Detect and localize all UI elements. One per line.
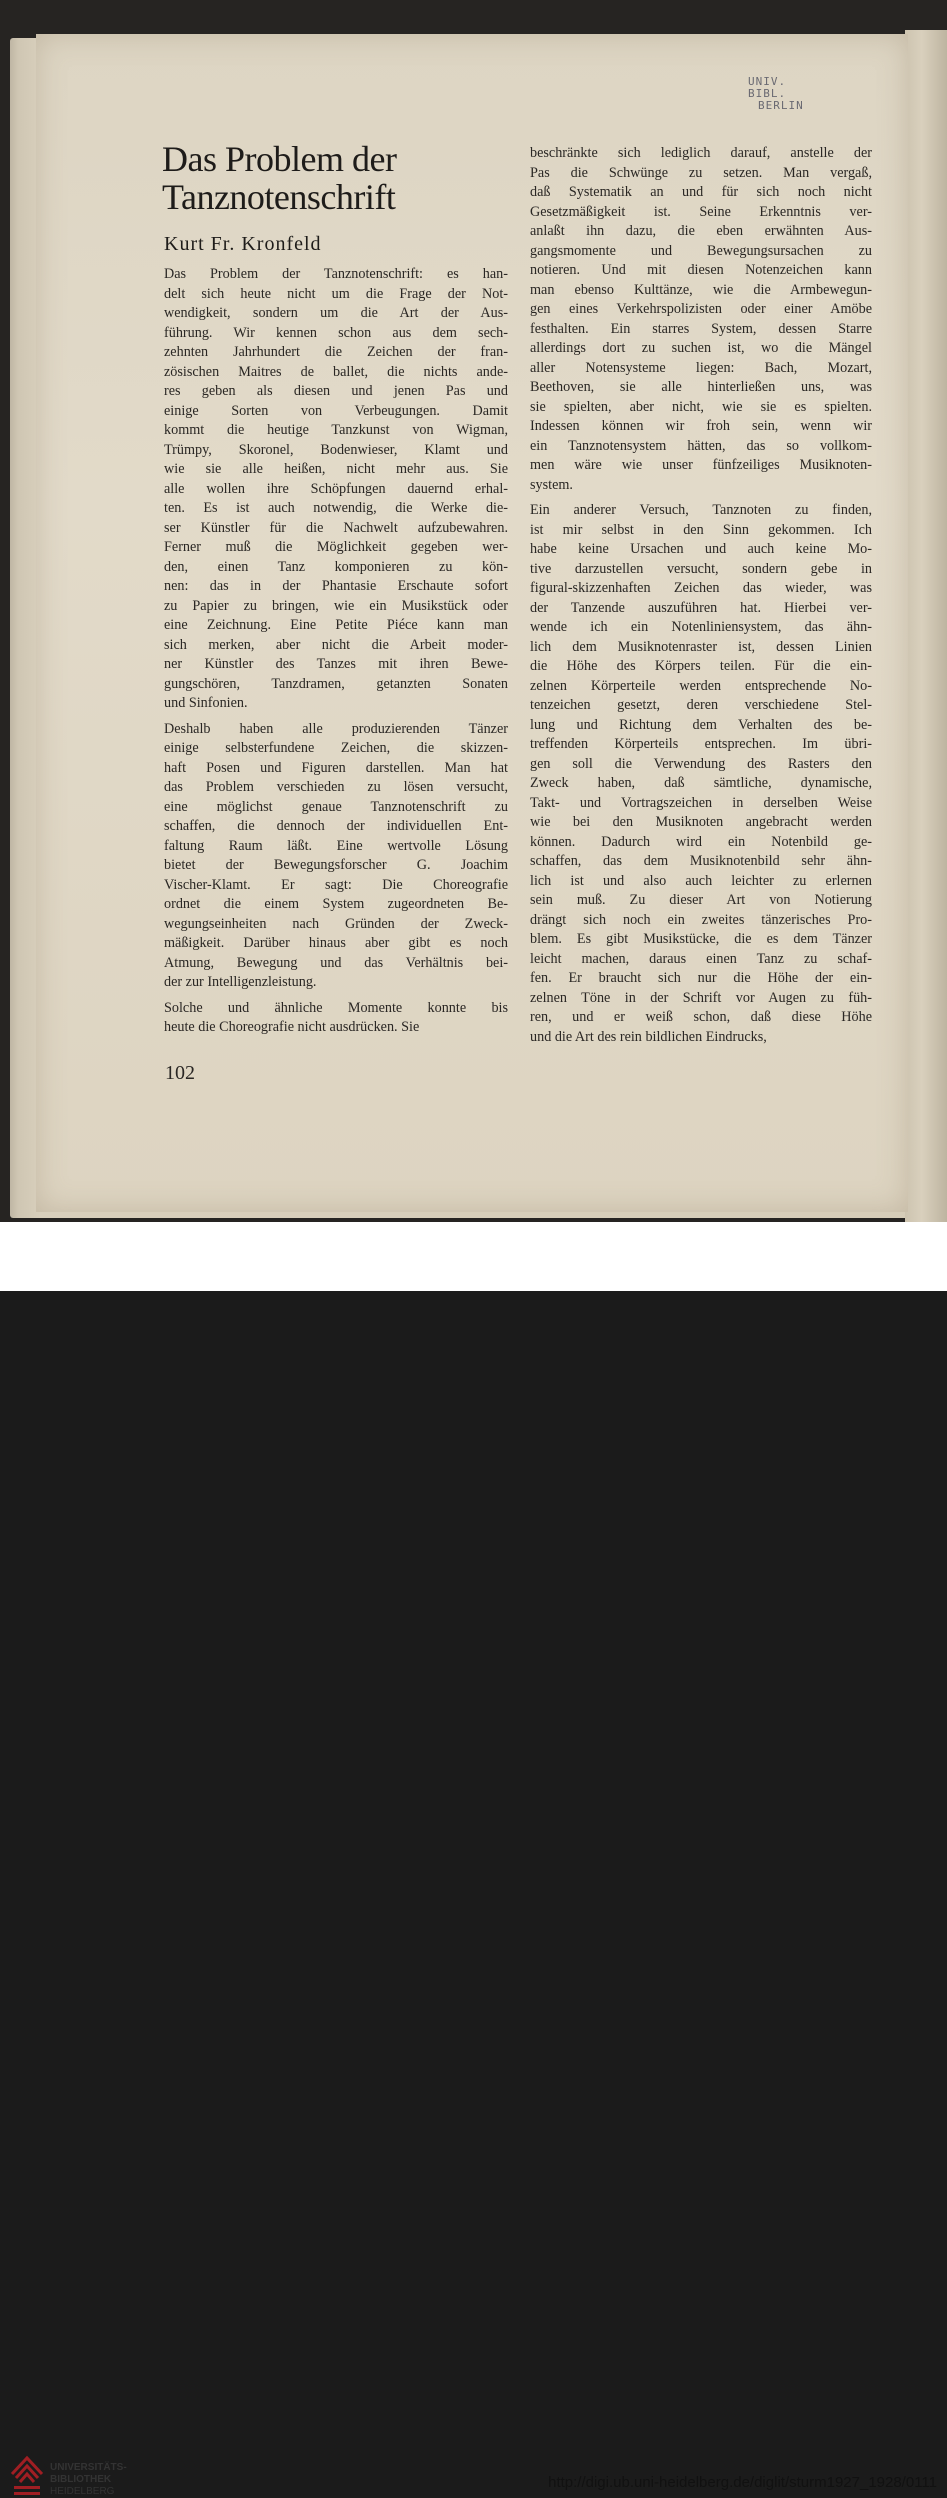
text-line: Beethoven, sie alle hinterließen uns, was xyxy=(530,379,872,395)
text-line: einige selbsterfundene Zeichen, die skizzen- xyxy=(164,740,508,756)
text-line: notieren. Und mit diesen Notenzeichen kann xyxy=(530,262,872,278)
text-line: der Tanzende auszuführen hat. Hierbei ver- xyxy=(530,599,872,616)
text-line: haft Posen und Figuren darstellen. Man hat xyxy=(164,759,508,776)
text-line: eine möglichst genaue Tanznotenschrift zu xyxy=(164,798,508,815)
text-line: tenzeichen gesetzt, deren verschiedene Stel- xyxy=(530,697,872,713)
text-line: wegungseinheiten nach Gründen der Zweck- xyxy=(164,915,508,932)
text-line: figural-skizzenhaften Zeichen das wieder, was xyxy=(530,580,872,596)
article-title xyxy=(162,140,502,216)
text-line: gen eines Verkehrspolizisten oder einer Amöbe xyxy=(530,301,872,317)
text-line: nen: das in der Phantasie Erschaute sofort xyxy=(164,578,508,594)
text-line: den, einen Tanz komponieren zu kön- xyxy=(164,558,508,575)
footer-bar xyxy=(0,1222,947,2497)
paragraph xyxy=(164,720,508,993)
scan-background xyxy=(0,0,947,1222)
text-line: festhalten. Ein starres System, dessen Starre xyxy=(530,320,872,337)
text-line: führung. Wir kennen schon aus dem sech- xyxy=(164,324,508,341)
text-line: wendigkeit, sondern um die Art der Aus- xyxy=(164,305,508,321)
library-line-2: BIBLIOTHEK xyxy=(50,2474,112,2485)
text-line: lung und Richtung dem Verhalten des be- xyxy=(530,716,872,733)
left-text-column xyxy=(164,265,508,1038)
text-line: faltung Raum läßt. Eine wertvolle Lösung xyxy=(164,837,508,854)
text-line: alle wollen ihre Schöpfungen dauernd erhal- xyxy=(164,480,508,497)
text-line: heute die Choreografie nicht ausdrücken. Sie xyxy=(164,1019,420,1035)
paragraph xyxy=(164,999,508,1038)
text-line: wie sie alle heißen, nicht mehr aus. Sie xyxy=(164,461,508,477)
text-line: sie spielten, aber nicht, wie sie es spielten. xyxy=(530,398,872,415)
text-line: und die Art des rein bildlichen Eindrucks, xyxy=(530,1028,767,1045)
text-line: Gesetzmäßigkeit ist. Seine Erkenntnis ver- xyxy=(530,203,872,220)
text-line: Solche und ähnliche Momente konnte bis xyxy=(164,999,508,1016)
paragraph xyxy=(530,501,872,1047)
text-line: blem. Es gibt Musikstücke, die es dem Tänzer xyxy=(530,931,872,947)
title-line-2: Tanznotenschrift xyxy=(162,177,396,217)
text-line: lich dem Musiknotenraster ist, dessen Linien xyxy=(530,638,872,655)
text-line: anlaßt ihn dazu, die eben erwähnten Aus- xyxy=(530,223,872,239)
title-line-1: Das Problem der xyxy=(162,139,397,179)
text-line: Vischer-Klamt. Er sagt: Die Choreografie xyxy=(164,876,508,893)
library-name xyxy=(50,2462,127,2498)
text-line: Ein anderer Versuch, Tanznoten zu finden, xyxy=(530,502,872,518)
text-line: schaffen, das dem Musiknotenbild sehr ähn- xyxy=(530,853,872,869)
next-page-edge xyxy=(905,30,947,1222)
text-line: res geben als diesen und jenen Pas und xyxy=(164,383,508,399)
text-line: treffenden Körperteils entsprechen. Im übri- xyxy=(530,736,872,752)
text-line: ordnet die einem System zugeordneten Be- xyxy=(164,896,508,912)
paragraph xyxy=(164,265,508,714)
stamp-line-1: UNIV. BIBL. xyxy=(748,75,787,100)
text-line: Das Problem der Tanznotenschrift: es han- xyxy=(164,266,508,282)
library-stamp xyxy=(748,76,828,112)
text-line: gen soll die Verwendung des Rasters den xyxy=(530,755,872,772)
stamp-line-2: BERLIN xyxy=(758,99,804,112)
text-line: zösischen Maitres de ballet, die nichts ande- xyxy=(164,363,508,380)
text-line: wende ich ein Notenliniensystem, das ähn- xyxy=(530,619,872,635)
text-line: aller Notensysteme liegen: Bach, Mozart, xyxy=(530,359,872,376)
text-line: zehnten Jahrhundert die Zeichen der fran- xyxy=(164,344,508,360)
text-line: ten. Es ist auch notwendig, die Werke die- xyxy=(164,500,508,516)
text-line: fen. Er braucht sich nur die Höhe der ein- xyxy=(530,970,872,986)
article-author: Kurt Fr. Kronfeld xyxy=(164,233,322,255)
text-line: ein Tanznotensystem hätten, das so vollkom- xyxy=(530,437,872,454)
text-line: Takt- und Vortragszeichen in derselben Weise xyxy=(530,794,872,811)
text-line: Pas die Schwünge zu setzen. Man vergaß, xyxy=(530,164,872,181)
text-line: system. xyxy=(530,476,573,493)
text-line: drängt sich noch ein zweites tänzerisches Pro- xyxy=(530,911,872,928)
text-line: delt sich heute nicht um die Frage der Not- xyxy=(164,285,508,302)
text-line: schaffen, die dennoch der individuellen Ent- xyxy=(164,818,508,834)
text-line: Zweck haben, daß sämtliche, dynamische, xyxy=(530,775,872,791)
text-line: Ferner muß die Möglichkeit gegeben wer- xyxy=(164,539,508,555)
text-line: habe keine Ursachen und auch keine Mo- xyxy=(530,541,872,557)
text-line: sich merken, aber nicht die Arbeit moder- xyxy=(164,636,508,653)
library-line-3: HEIDELBERG xyxy=(50,2486,115,2497)
text-line: kommt die heutige Tanzkunst von Wigman, xyxy=(164,422,508,438)
text-line: Deshalb haben alle produzierenden Tänzer xyxy=(164,720,508,737)
text-line: Trümpy, Skoronel, Bodenwieser, Klamt und xyxy=(164,441,508,458)
text-line: allerdings dort zu suchen ist, wo die Mängel xyxy=(530,340,872,356)
text-line: gungschören, Tanzdramen, getanzten Sonaten xyxy=(164,675,508,692)
text-line: ist mir selbst in den Sinn gekommen. Ich xyxy=(530,521,872,538)
text-line: der zur Intelligenzleistung. xyxy=(164,974,317,990)
text-line: beschränkte sich lediglich darauf, anstelle der xyxy=(530,145,872,161)
text-line: man ebenso Kulttänze, wie die Armbewegun- xyxy=(530,281,872,298)
text-line: die Höhe des Körpers teilen. Für die ein- xyxy=(530,658,872,674)
text-line: bietet der Bewegungsforscher G. Joachim xyxy=(164,857,508,873)
text-line: ser Künstler für die Nachwelt aufzubewahren. xyxy=(164,519,508,536)
page-number: 102 xyxy=(165,1062,195,1084)
text-line: men wäre wie unser fünfzeiliges Musiknoten- xyxy=(530,457,872,473)
text-line: tive darzustellen versucht, sondern gebe in xyxy=(530,560,872,577)
text-line: zu Papier zu bringen, wie ein Musikstück oder xyxy=(164,597,508,614)
permalink-url[interactable]: http://digi.ub.uni-heidelberg.de/diglit/sturm1927_1928/0111 xyxy=(548,2474,937,2491)
text-line: und Sinfonien. xyxy=(164,695,248,711)
text-line: sein muß. Zu dieser Art von Notierung xyxy=(530,892,872,908)
library-line-1: UNIVERSITÄTS- xyxy=(50,2462,127,2473)
text-line: zelnen Körperteile werden entsprechende No- xyxy=(530,677,872,694)
text-line: das Problem verschieden zu lösen versucht, xyxy=(164,779,508,795)
university-logo-icon xyxy=(10,2454,44,2498)
text-line: ner Künstler des Tanzes mit ihren Bewe- xyxy=(164,656,508,672)
text-line: einige Sorten von Verbeugungen. Damit xyxy=(164,402,508,419)
text-line: zelnen Töne in der Schrift vor Augen zu füh- xyxy=(530,989,872,1006)
text-line: ren, und er weiß schon, daß diese Höhe xyxy=(530,1009,872,1025)
paragraph xyxy=(530,144,872,495)
text-line: Atmung, Bewegung und das Verhältnis bei- xyxy=(164,954,508,971)
text-line: daß Systematik an und für sich noch nicht xyxy=(530,184,872,200)
text-line: wie bei den Musiknoten angebracht werden xyxy=(530,814,872,830)
text-line: Indessen können wir froh sein, wenn wir xyxy=(530,418,872,434)
text-line: lich ist und also auch leichter zu erlernen xyxy=(530,872,872,889)
text-line: leicht machen, daraus einen Tanz zu schaf- xyxy=(530,950,872,967)
text-line: gangsmomente und Bewegungsursachen zu xyxy=(530,242,872,259)
text-line: mäßigkeit. Darüber hinaus aber gibt es noch xyxy=(164,935,508,951)
text-line: können. Dadurch wird ein Notenbild ge- xyxy=(530,833,872,850)
text-line: eine Zeichnung. Eine Petite Piéce kann man xyxy=(164,617,508,633)
right-text-column xyxy=(530,144,872,1047)
